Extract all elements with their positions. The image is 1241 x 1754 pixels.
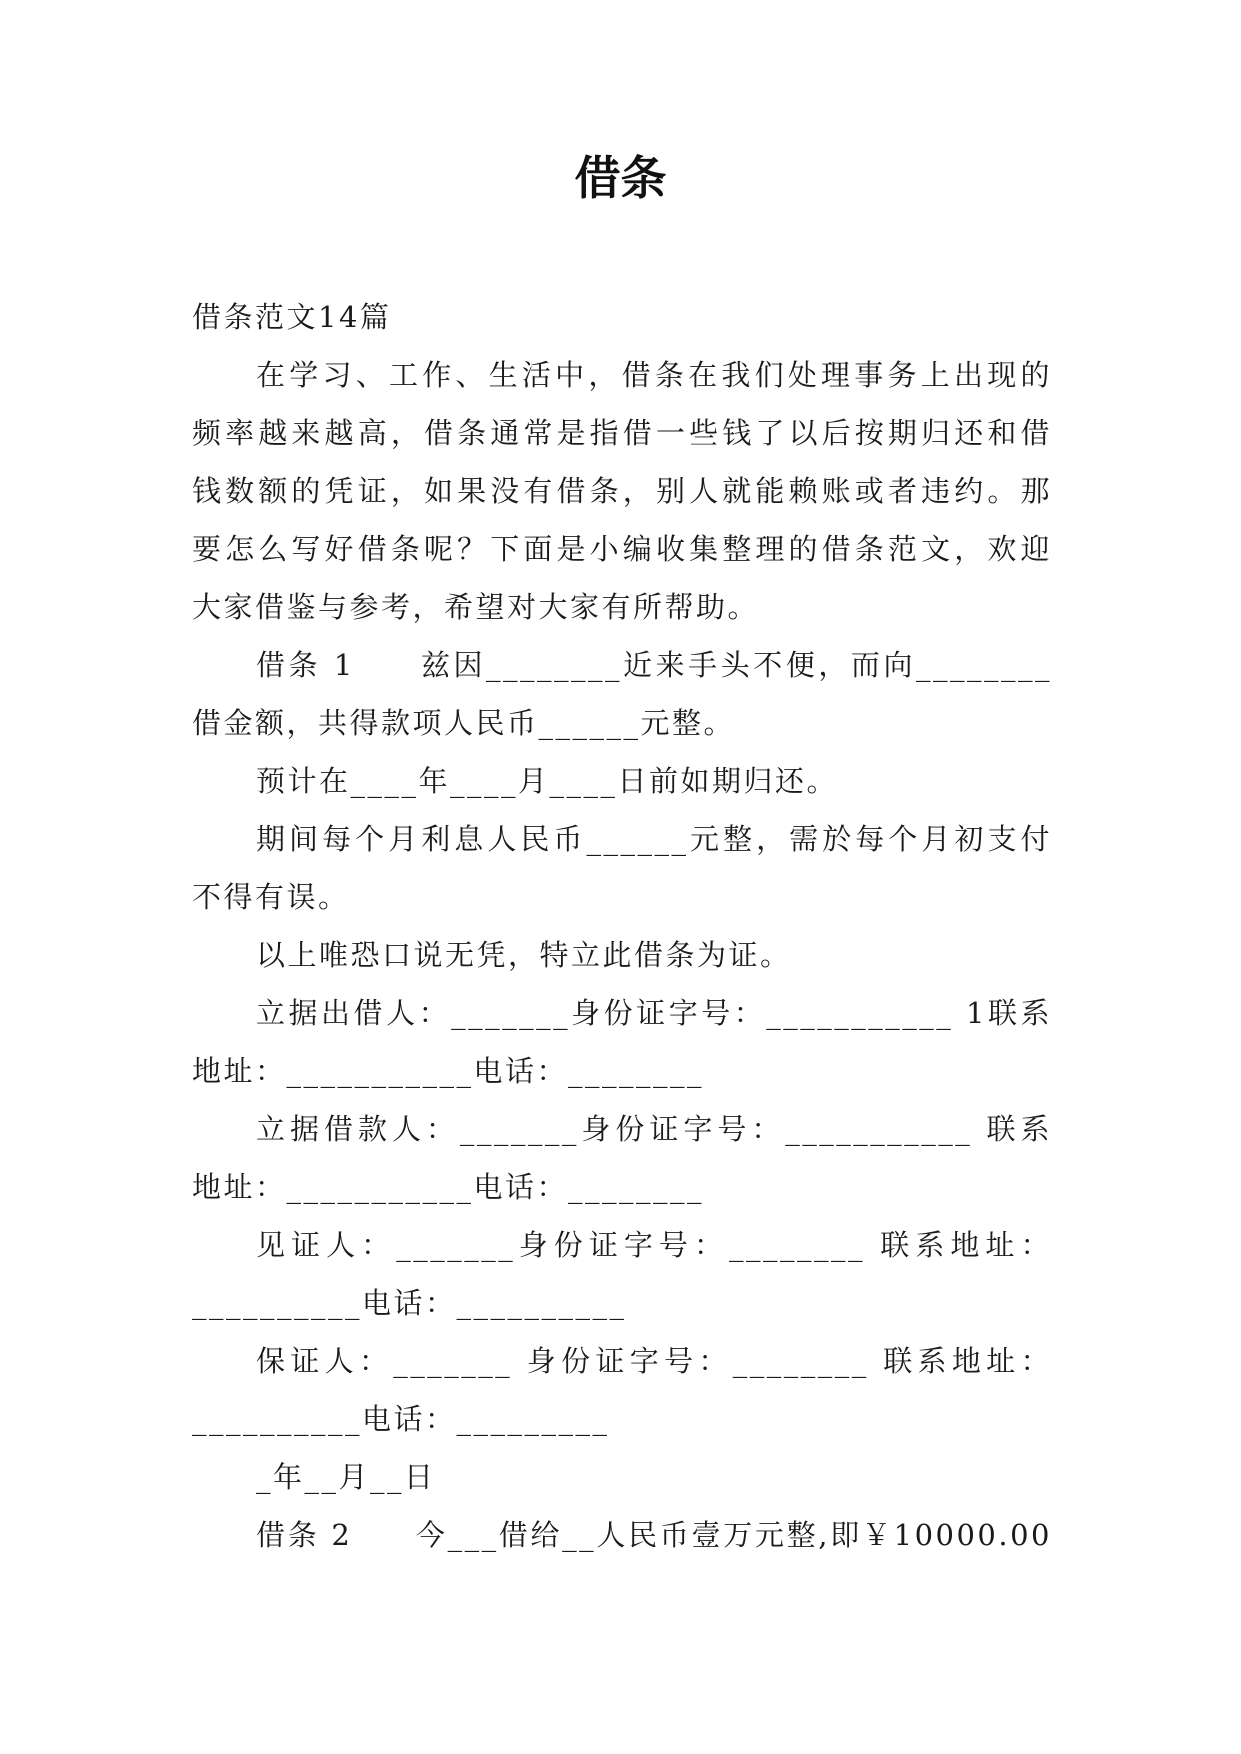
- text-line: _年__月__日: [256, 1460, 436, 1494]
- text-line: 地址：___________电话：________: [192, 1170, 705, 1204]
- document-title: 借条: [574, 151, 667, 205]
- text-line: 在学习、工作、生活中，借条在我们处理事务上出现的: [256, 358, 1052, 392]
- text-line: 见证人：_______身份证字号：________ 联系地址：: [256, 1228, 1052, 1262]
- text-line: 频率越来越高，借条通常是指借一些钱了以后按期归还和借: [192, 416, 1052, 450]
- text-line: 以上唯恐口说无凭，特立此借条为证。: [256, 938, 792, 972]
- document-body: [192, 288, 1052, 1564]
- text-line: 立据借款人：_______身份证字号：___________ 联系: [256, 1112, 1052, 1146]
- text-line: 借条范文14篇: [192, 300, 392, 334]
- text-line: 保证人：_______ 身份证字号：________ 联系地址：: [256, 1344, 1052, 1378]
- text-line: 预计在____年____月____日前如期归还。: [256, 764, 839, 798]
- text-line: __________电话：__________: [192, 1286, 627, 1320]
- text-line: 借条 1 兹因________近来手头不便，而向________: [256, 648, 1052, 682]
- text-line: 借条 2 今___借给__人民币壹万元整,即￥10000.00: [256, 1518, 1052, 1552]
- text-line: 借金额，共得款项人民币______元整。: [192, 706, 736, 740]
- text-line: 立据出借人：_______身份证字号：___________ 1联系: [256, 996, 1052, 1030]
- text-line: 大家借鉴与参考，希望对大家有所帮助。: [192, 590, 760, 624]
- text-line: 期间每个月利息人民币______元整，需於每个月初支付: [256, 822, 1052, 856]
- text-line: 钱数额的凭证，如果没有借条，别人就能赖账或者违约。那: [192, 474, 1052, 508]
- text-line: 要怎么写好借条呢？下面是小编收集整理的借条范文，欢迎: [192, 532, 1052, 566]
- text-line: 不得有误。: [192, 880, 350, 914]
- text-line: 地址：___________电话：________: [192, 1054, 705, 1088]
- text-line: __________电话：_________: [192, 1402, 610, 1436]
